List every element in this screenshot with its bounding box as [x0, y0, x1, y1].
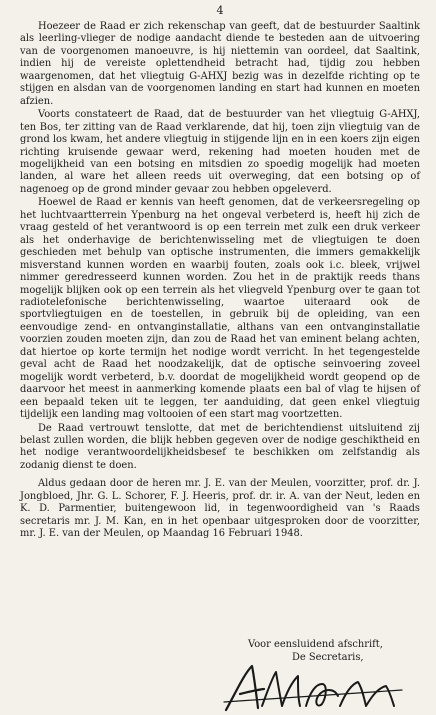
closing-certification: Voor eensluidend afschrift,: [248, 639, 383, 650]
closing-secretary-title: De Secretaris,: [292, 652, 364, 663]
paragraph-1: Hoezeer de Raad er zich rekenschap van geeft, dat de bestuurder Saaltink als leerling-vlieger de nodige aandacht diende te besteden aan de uitvoering van de voorgenomen manoeuvre, is hij niettemin van oordeel, dat Saaltink, indien hij de vereiste oplettendheid betracht had, tijdig zou hebben waargenomen, dat het vliegtuig G-AHXJ bezig was in dezelfde richting op te stijgen en alsdan van de voorgenomen landing en start had kunnen en moeten afzien.: [20, 21, 420, 107]
handwritten-signature: [218, 662, 408, 714]
paragraph-3: Hoewel de Raad er kennis van heeft genomen, dat de verkeersregeling op het luchtvaartterrein Ypenburg na het ongeval verbeterd is, heeft hij zich de vraag gesteld of het verantwoord is op een terrein met zulk een druk verkeer als het onderhavige de berichtenwisseling met de vliegtuigen te doen geschieden met behulp van optische instrumenten, die immers gemakkelijk misverstand kunnen worden en waarbij fouten, zoals ook i.c. bleek, vrijwel nimmer geredresseerd kunnen worden. Zou het in de praktijk reeds thans mogelijk blijken ook op een terrein als het vliegveld Ypenburg over te gaan tot radiotelefonische berichtenwisseling, waartoe uiteraard ook de sportvliegtuigen en de toestellen, in gebruik bij de opleiding, van een eenvoudige zend- en ontvanginstallatie, althans van een ontvanginstallatie voorzien zouden moeten zijn, dan zou de Raad het van eminent belang achten, dat hiertoe op korte termijn het nodige wordt verricht. In het tegengestelde geval acht de Raad het noodzakelijk, dat de optische seinvoering zoveel mogelijk wordt verbeterd, b.v. doordat de mogelijkheid wordt geopend op de daarvoor het meest in aanmerking komende plaats een bal of vlag te hijsen of een bepaald teken uit te leggen, ter aanduiding, dat geen enkel vliegtuig tijdelijk een landing mag voltooien of een start mag voortzetten.: [20, 197, 420, 421]
paragraph-4: De Raad vertrouwt tenslotte, dat met de berichtendienst uitsluitend zij belast zullen worden, die blijk hebben gegeven over de nodige geschiktheid en het nodige verantwoordelijkheidsbesef te beschikken om zelfstandig als zodanig dienst te doen.: [20, 422, 420, 471]
paragraph-2: Voorts constateert de Raad, dat de bestuurder van het vliegtuig G-AHXJ, ten Bos, ter zitting van de Raad verklarende, dat hij, toen zijn vliegtuig van de grond los kwam, het andere vliegtuig in stijgende lijn en in een koers zijn eigen richting kruisende gewaar werd, rekening had moeten houden met de mogelijkheid van een botsing en mitsdien zo spoedig mogelijk had moeten landen, al ware het alleen reeds uit overweging, dat een botsing op of nagenoeg op de grond minder gevaar zou hebben opgeleverd.: [20, 109, 420, 195]
page-number: 4: [216, 4, 224, 17]
body-text: [20, 21, 420, 541]
closing-block: [248, 638, 398, 664]
signature-strokes: [224, 666, 402, 710]
paragraph-5: Aldus gedaan door de heren mr. J. E. van der Meulen, voorzitter, prof. dr. J. Jongbloed, Jhr. G. L. Schorer, F. J. Heeris, prof. dr. ir. A. van der Neut, leden en K. D. Parmentier, buitengewoon lid, in tegenwoordigheid van 's Raads secretaris mr. J. M. Kan, en in het openbaar uitgesproken door de voorzitter, mr. J. E. van der Meulen, op Maandag 16 Februari 1948.: [20, 478, 420, 540]
